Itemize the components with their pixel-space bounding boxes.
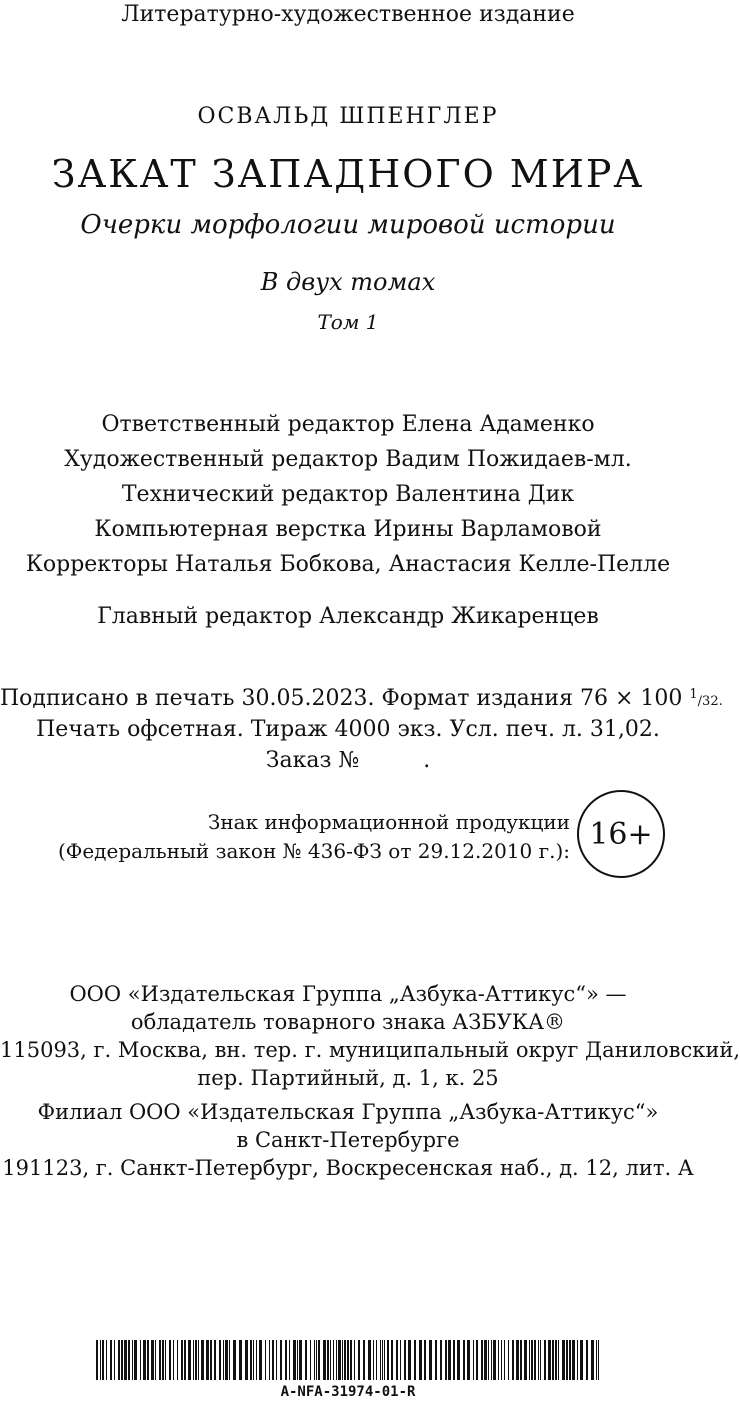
barcode-bar [169, 1340, 171, 1380]
barcode-bar [193, 1340, 194, 1380]
barcode-bar [159, 1340, 161, 1380]
barcode-bar [151, 1340, 154, 1380]
barcode-bar [347, 1340, 349, 1380]
barcode-bar [181, 1340, 183, 1380]
barcode-bar [327, 1340, 329, 1380]
barcode-bar [118, 1340, 120, 1380]
barcode-bar [586, 1340, 588, 1380]
barcode-bar [140, 1340, 141, 1380]
barcode-bar [382, 1340, 383, 1380]
barcode-bar [376, 1340, 377, 1380]
barcode-bar [155, 1340, 156, 1380]
barcode-bar [184, 1340, 186, 1380]
author-name: ОСВАЛЬД ШПЕНГЛЕР [197, 104, 499, 129]
barcode-bar [569, 1340, 571, 1380]
barcode-bar [354, 1340, 355, 1380]
barcode-bar [463, 1340, 465, 1380]
publisher-line: обладатель товарного знака АЗБУКА® [130, 1010, 566, 1034]
barcode-bar [124, 1340, 127, 1380]
barcode-bar [344, 1340, 346, 1380]
barcode-bar [269, 1340, 270, 1380]
barcode-text: A-NFA-31974-01-R [280, 1384, 416, 1400]
barcode-bar [239, 1340, 242, 1380]
barcode-bar [384, 1340, 385, 1380]
info-sign-line-2: (Федеральный закон № 436-ФЗ от 29.12.2010 г.): [57, 839, 570, 863]
barcode-bar [201, 1340, 204, 1380]
branch-line: 191123, г. Санкт-Петербург, Воскресенская наб., д. 12, лит. А [2, 1156, 694, 1180]
barcode-bar [210, 1340, 212, 1380]
barcode-bar [524, 1340, 527, 1380]
barcode-bar [198, 1340, 199, 1380]
barcode-bar [177, 1340, 178, 1380]
barcode-bar [147, 1340, 149, 1380]
credit-line: Компьютерная верстка Ирины Варламовой [94, 517, 602, 542]
barcode-bar [338, 1340, 341, 1380]
barcode-bar [552, 1340, 554, 1380]
barcode-bar [467, 1340, 470, 1380]
barcode-bar [114, 1340, 115, 1380]
barcode-bar [206, 1340, 209, 1380]
barcode-bar [342, 1340, 343, 1380]
barcode-bar [531, 1340, 533, 1380]
age-rating-label: 16+ [589, 816, 653, 852]
barcode-bar [285, 1340, 287, 1380]
barcode-bar [391, 1340, 393, 1380]
barcode-bar [396, 1340, 398, 1380]
barcode-bar [245, 1340, 248, 1380]
barcode-bar [214, 1340, 216, 1380]
credit-line: Корректоры Наталья Бобкова, Анастасия Келле-Пелле [25, 552, 671, 577]
barcode-bar [453, 1340, 455, 1380]
info-sign-text [0, 808, 570, 866]
barcode-bar [476, 1340, 478, 1380]
publisher-line: ООО «Издательская Группа „Азбука-Аттикус“» — [69, 982, 627, 1006]
barcode-bar [223, 1340, 224, 1380]
barcode-bar [540, 1340, 541, 1380]
barcode-bar [305, 1340, 307, 1380]
barcode-bar [538, 1340, 539, 1380]
age-rating-badge [577, 790, 665, 878]
barcode-bar [508, 1340, 509, 1380]
chief-editor: Главный редактор Александр Жикаренцев [97, 604, 599, 629]
imprint-line-1 [0, 686, 723, 711]
barcode-bar [132, 1340, 133, 1380]
barcode-bar [548, 1340, 551, 1380]
barcode-bar [484, 1340, 487, 1380]
barcode-bar [102, 1340, 104, 1380]
barcode-bar [318, 1340, 320, 1380]
edition-type: Литературно-художественное издание [121, 2, 575, 27]
barcode-bar [380, 1340, 381, 1380]
barcode-bar [188, 1340, 191, 1380]
credit-line: Ответственный редактор Елена Адаменко [101, 412, 595, 437]
barcode-bar [233, 1340, 236, 1380]
barcode-bar [110, 1340, 112, 1380]
barcode-bar [316, 1340, 317, 1380]
barcode-bar [419, 1340, 422, 1380]
barcode-bar [272, 1340, 274, 1380]
barcode-bar [253, 1340, 254, 1380]
barcode-bar [363, 1340, 365, 1380]
barcode-bar [424, 1340, 426, 1380]
imprint-format: Подписано в печать 30.05.2023. Формат издания 76 × 100 [0, 686, 683, 711]
format-fraction-denominator: 32 [702, 694, 719, 709]
barcode-bar [314, 1340, 315, 1380]
barcode-bar [333, 1340, 334, 1380]
order-label: Заказ № [265, 748, 360, 773]
barcode-bar [219, 1340, 221, 1380]
barcode-bar [404, 1340, 406, 1380]
book-title: ЗАКАТ ЗАПАДНОГО МИРА [51, 152, 645, 196]
barcode-bar [121, 1340, 123, 1380]
imprint-line-2: Печать офсетная. Тираж 4000 экз. Усл. печ. л. 31,02. [36, 717, 660, 742]
barcode-bar [440, 1340, 442, 1380]
volume-number: Том 1 [317, 310, 379, 334]
barcode-bar [106, 1340, 107, 1380]
barcode-bar [580, 1340, 583, 1380]
barcode-bar [408, 1340, 411, 1380]
barcode-bar [368, 1340, 371, 1380]
barcode-bar [330, 1340, 331, 1380]
barcode-bar [457, 1340, 460, 1380]
info-sign-line-1: Знак информационной продукции [207, 810, 570, 834]
barcode-bar [259, 1340, 262, 1380]
barcode-bar [445, 1340, 447, 1380]
barcode-bar [555, 1340, 557, 1380]
barcode-bar [562, 1340, 565, 1380]
barcode-bar [265, 1340, 266, 1380]
barcode-bar [96, 1340, 98, 1380]
barcode-bar [596, 1340, 597, 1380]
barcode-bar [414, 1340, 416, 1380]
barcode-bar [435, 1340, 437, 1380]
barcode-bar [128, 1340, 130, 1380]
barcode-bar [373, 1340, 374, 1380]
credit-line: Технический редактор Валентина Дик [121, 482, 575, 507]
barcode-bar [299, 1340, 302, 1380]
barcode-bar [448, 1340, 451, 1380]
barcode-bar [429, 1340, 432, 1380]
barcode-bar [544, 1340, 546, 1380]
barcode-bar [358, 1340, 360, 1380]
barcode-bar [473, 1340, 474, 1380]
barcode-bar [280, 1340, 282, 1380]
barcode-bar [165, 1340, 166, 1380]
barcode-bar [100, 1340, 101, 1380]
barcode-bar [387, 1340, 389, 1380]
order-line [0, 748, 696, 773]
barcode-bar [310, 1340, 311, 1380]
barcode-bar [162, 1340, 164, 1380]
barcode-bar [195, 1340, 197, 1380]
barcode-bar [250, 1340, 252, 1380]
barcode-bar [488, 1340, 489, 1380]
credit-line: Художественный редактор Вадим Пожидаев-мл. [64, 447, 632, 472]
barcode-bar [520, 1340, 522, 1380]
book-subtitle: Очерки морфологии мировой истории [80, 210, 616, 240]
barcode-bar [134, 1340, 137, 1380]
barcode-bar [534, 1340, 536, 1380]
barcode-bar [400, 1340, 401, 1380]
branch-line: в Санкт-Петербурге [236, 1128, 460, 1152]
barcode-bar [323, 1340, 326, 1380]
barcode-bar [577, 1340, 578, 1380]
barcode-bar [225, 1340, 228, 1380]
barcode-bar [256, 1340, 257, 1380]
barcode-bar [289, 1340, 290, 1380]
barcode [96, 1340, 604, 1380]
barcode-bar [572, 1340, 575, 1380]
barcode-bar [173, 1340, 174, 1380]
barcode-bar [336, 1340, 337, 1380]
barcode-bar [297, 1340, 298, 1380]
barcode-bar [566, 1340, 568, 1380]
barcode-bar [591, 1340, 594, 1380]
publisher-line: пер. Партийный, д. 1, к. 25 [197, 1066, 499, 1090]
barcode-bar [491, 1340, 492, 1380]
barcode-bar [350, 1340, 352, 1380]
barcode-bar [516, 1340, 519, 1380]
barcode-bar [493, 1340, 496, 1380]
order-end: . [423, 748, 431, 773]
barcode-bar [558, 1340, 559, 1380]
barcode-bar [598, 1340, 599, 1380]
barcode-bar [481, 1340, 483, 1380]
volumes-note: В двух томах [260, 268, 436, 296]
format-fraction-numerator: 1 [689, 687, 698, 702]
barcode-bar [504, 1340, 505, 1380]
format-fraction-dot: . [718, 694, 723, 709]
publisher-line: 115093, г. Москва, вн. тер. г. муниципальный округ Даниловский, [0, 1038, 740, 1062]
barcode-bar [501, 1340, 502, 1380]
barcode-bar [229, 1340, 230, 1380]
barcode-bar [276, 1340, 277, 1380]
barcode-bar [293, 1340, 296, 1380]
branch-line: Филиал ООО «Издательская Группа „Азбука-Аттикус“» [37, 1100, 659, 1124]
barcode-bar [512, 1340, 514, 1380]
format-fraction-slash: / [697, 694, 703, 709]
barcode-bar [498, 1340, 499, 1380]
barcode-bar [529, 1340, 530, 1380]
barcode-bar [143, 1340, 146, 1380]
